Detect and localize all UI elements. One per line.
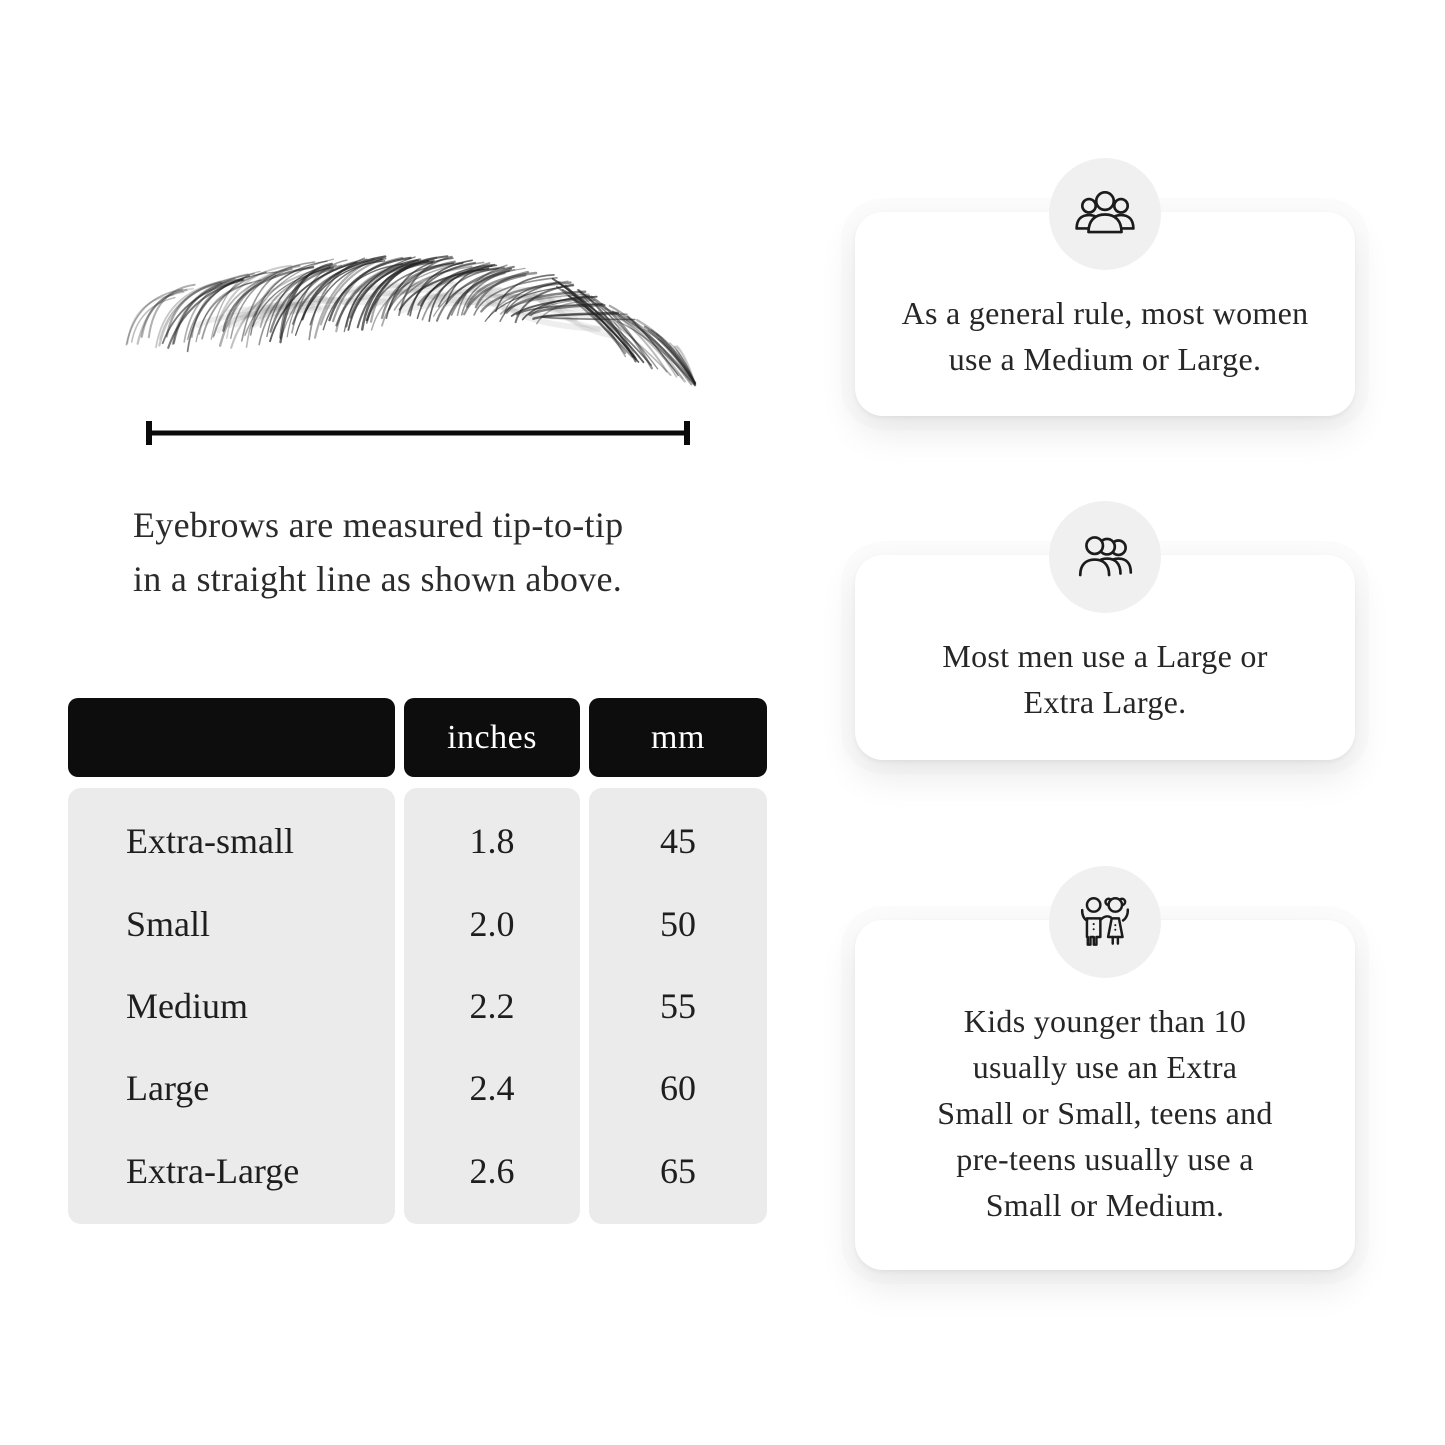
size-label: Medium xyxy=(126,985,248,1026)
card-text-line: Most men use a Large or xyxy=(942,638,1268,674)
card-text xyxy=(871,633,1339,725)
info-card-women xyxy=(855,212,1355,416)
inches-value: 2.4 xyxy=(469,1068,515,1109)
card-text-line: use a Medium or Large. xyxy=(948,341,1262,377)
info-card-kids xyxy=(855,920,1355,1270)
card-text-line: Extra Large. xyxy=(1023,684,1187,720)
size-label: Large xyxy=(126,1068,210,1109)
card-text-line: Kids younger than 10 xyxy=(963,1003,1247,1039)
icon-circle xyxy=(1049,158,1161,270)
mm-column xyxy=(589,788,767,1224)
mm-value: 50 xyxy=(660,903,696,944)
col-header-size xyxy=(68,698,395,777)
size-label-column xyxy=(68,788,395,1224)
info-card-men xyxy=(855,555,1355,760)
mm-value: 45 xyxy=(660,821,696,862)
caption-line: in a straight line as shown above. xyxy=(133,559,623,599)
size-table-header xyxy=(68,698,767,777)
card-text-line: usually use an Extra xyxy=(972,1049,1238,1085)
kids-icon xyxy=(1072,889,1138,955)
mm-value: 60 xyxy=(660,1068,696,1109)
card-text-line: As a general rule, most women xyxy=(901,295,1309,331)
size-table-body xyxy=(68,788,767,1224)
size-label: Extra-Large xyxy=(126,1150,300,1191)
size-label: Small xyxy=(126,903,211,944)
men-group-icon xyxy=(1072,524,1138,590)
mm-value: 65 xyxy=(660,1150,696,1191)
measure-line xyxy=(143,418,693,448)
inches-value: 2.2 xyxy=(469,985,515,1026)
icon-circle xyxy=(1049,866,1161,978)
inches-value: 2.0 xyxy=(469,903,515,944)
card-text xyxy=(871,998,1339,1228)
size-table xyxy=(68,698,767,1224)
inches-value: 2.6 xyxy=(469,1150,515,1191)
icon-circle xyxy=(1049,501,1161,613)
women-group-icon xyxy=(1072,181,1138,247)
caption-line: Eyebrows are measured tip-to-tip xyxy=(133,505,624,545)
card-text-line: Small or Small, teens and xyxy=(937,1095,1273,1131)
eyebrow-illustration xyxy=(110,228,710,403)
card-text-line: Small or Medium. xyxy=(985,1187,1225,1223)
inches-value: 1.8 xyxy=(469,821,515,862)
col-header-mm: mm xyxy=(589,698,767,777)
measurement-caption xyxy=(133,498,623,606)
col-header-inches: inches xyxy=(404,698,580,777)
inches-column xyxy=(404,788,580,1224)
card-text xyxy=(871,290,1339,382)
size-label: Extra-small xyxy=(126,821,294,862)
mm-value: 55 xyxy=(660,985,696,1026)
card-text-line: pre-teens usually use a xyxy=(956,1141,1254,1177)
